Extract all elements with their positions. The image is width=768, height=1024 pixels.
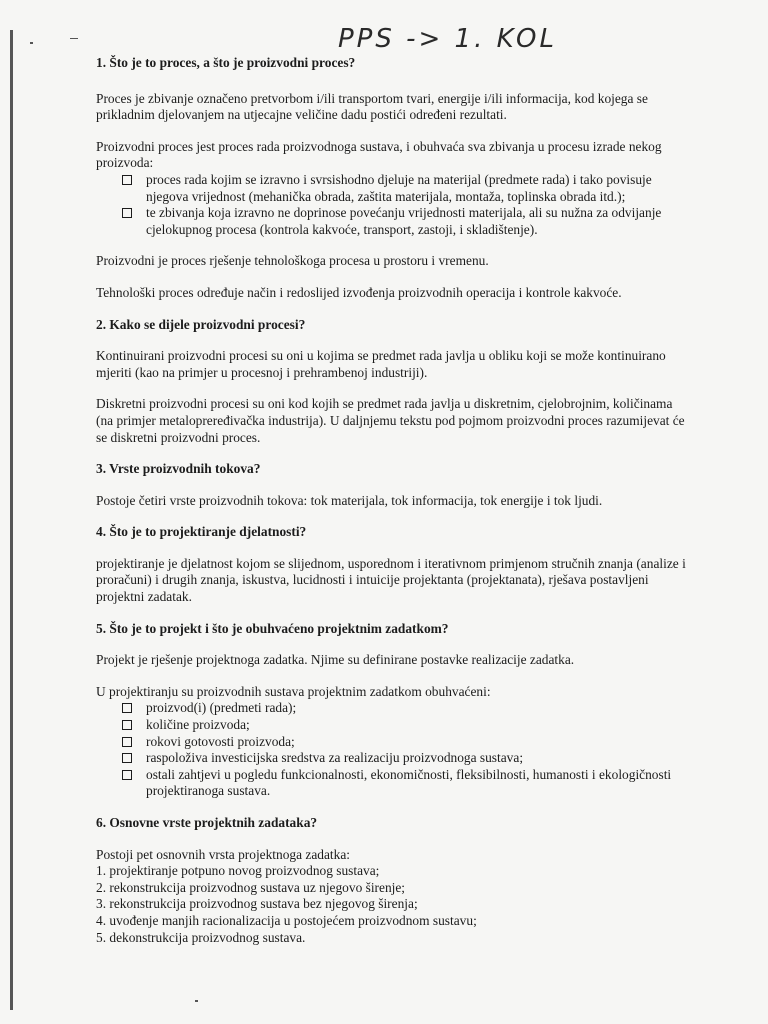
paragraph: Proces je zbivanje označeno pretvorbom i/ili transportom tvari, energije i/ili informacija, kod kojega se prikladnim djelovanjem na utjecajne veličine dadu postići određeni rezultati. xyxy=(96,90,648,123)
numbered-list xyxy=(96,863,691,946)
list-item: proces rada kojim se izravno i svrsishodno djeluje na materijal (predmete rada) i tako povisuje njegova vrijednost (mehanička obrada, zaštita materijala, montaža, toplinska obrada itd.); xyxy=(96,172,691,205)
question-heading: 3. Vrste proizvodnih tokova? xyxy=(96,461,261,477)
scan-speck xyxy=(30,42,33,44)
list-item: ostali zahtjevi u pogledu funkcionalnosti, ekonomičnosti, fleksibilnosti, humanosti i ekologičnosti projektiranoga sustava. xyxy=(96,767,691,800)
list-item: rokovi gotovosti proizvoda; xyxy=(96,734,691,751)
paragraph: Tehnološki proces određuje način i redoslijed izvođenja proizvodnih operacija i kontrole kakvoće. xyxy=(96,284,622,300)
checkbox-bullet-icon xyxy=(122,737,132,747)
list-item: proizvod(i) (predmeti rada); xyxy=(96,700,691,717)
paragraph: Postoji pet osnovnih vrsta projektnoga zadatka: xyxy=(96,846,351,862)
paragraph: Kontinuirani proizvodni procesi su oni u kojima se predmet rada javlja u obliku koji se može kontinuirano mjeriti (kao na primjer u procesnoj i prehrambenoj industriji). xyxy=(96,348,666,380)
paragraph: projektiranje je djelatnost kojom se slijednom, usporednom i iterativnom primjenom stručnih znanja (analize i proračuni) i drugih znanja, iskustva, lucidnosti i intuicije projektanta (projektanata), rješava postavljeni projektni zadatak. xyxy=(96,555,686,605)
bullet-list xyxy=(96,700,691,800)
question-heading: 6. Osnovne vrste projektnih zadataka? xyxy=(96,815,318,830)
list-item: raspoloživa investicijska sredstva za realizaciju proizvodnoga sustava; xyxy=(96,750,691,767)
checkbox-bullet-icon xyxy=(122,703,132,713)
list-item: te zbivanja koja izravno ne doprinose povećanju vrijednosti materijala, ali su nužna za odvijanje cjelokupnog procesa (kontrola kakvoće, transport, zastoji, i skladištenje). xyxy=(96,205,691,238)
checkbox-bullet-icon xyxy=(122,175,132,185)
checkbox-bullet-icon xyxy=(122,770,132,780)
paragraph: Proizvodni je proces rješenje tehnološkoga procesa u prostoru i vremenu. xyxy=(96,253,489,269)
question-heading: 2. Kako se dijele proizvodni procesi? xyxy=(96,316,306,332)
paragraph: Postoje četiri vrste proizvodnih tokova: tok materijala, tok informacija, tok energije i tok ljudi. xyxy=(96,492,603,508)
checkbox-bullet-icon xyxy=(122,720,132,730)
checkbox-bullet-icon xyxy=(122,208,132,218)
checkbox-bullet-icon xyxy=(122,753,132,763)
bullet-list xyxy=(96,172,691,238)
question-heading: 1. Što je to proces, a što je proizvodni proces? xyxy=(96,55,356,70)
paragraph: Projekt je rješenje projektnoga zadatka. Njime su definirane postavke realizacije zadatka. xyxy=(96,652,575,668)
scan-page-edge xyxy=(10,30,13,1010)
question-heading: 5. Što je to projekt i što je obuhvaćeno projektnim zadatkom? xyxy=(96,620,449,636)
list-item: 4. uvođenje manjih racionalizacija u postojećem proizvodnom sustavu; xyxy=(96,912,477,928)
list-item: 1. projektiranje potpuno novog proizvodnog sustava; xyxy=(96,863,380,879)
handwritten-note: PPS -> 1. KOL xyxy=(338,24,557,54)
list-item: 5. dekonstrukcija proizvodnog sustava. xyxy=(96,929,306,945)
paragraph: Proizvodni proces jest proces rada proizvodnoga sustava, i obuhvaća sva zbivanja u procesu izrade nekog proizvoda: xyxy=(96,138,662,171)
scan-speck xyxy=(70,38,78,39)
list-item: 3. rekonstrukcija proizvodnog sustava bez njegovog širenja; xyxy=(96,896,418,912)
paragraph: Diskretni proizvodni procesi su oni kod kojih se predmet rada javlja u diskretnim, cjelobrojnim, količinama (na primjer metalopreređivačka industrija). U daljnjemu tekstu pod pojmom proizvodni proces razumijevat će se diskretni proizvodni proces. xyxy=(96,396,685,445)
question-heading: 4. Što je to projektiranje djelatnosti? xyxy=(96,524,307,540)
scan-speck xyxy=(195,1000,198,1002)
list-item: 2. rekonstrukcija proizvodnog sustava uz njegovo širenje; xyxy=(96,879,406,895)
paragraph: U projektiranju su proizvodnih sustava projektnim zadatkom obuhvaćeni: xyxy=(96,683,491,699)
list-item: količine proizvoda; xyxy=(96,717,691,734)
document-body xyxy=(96,55,691,946)
